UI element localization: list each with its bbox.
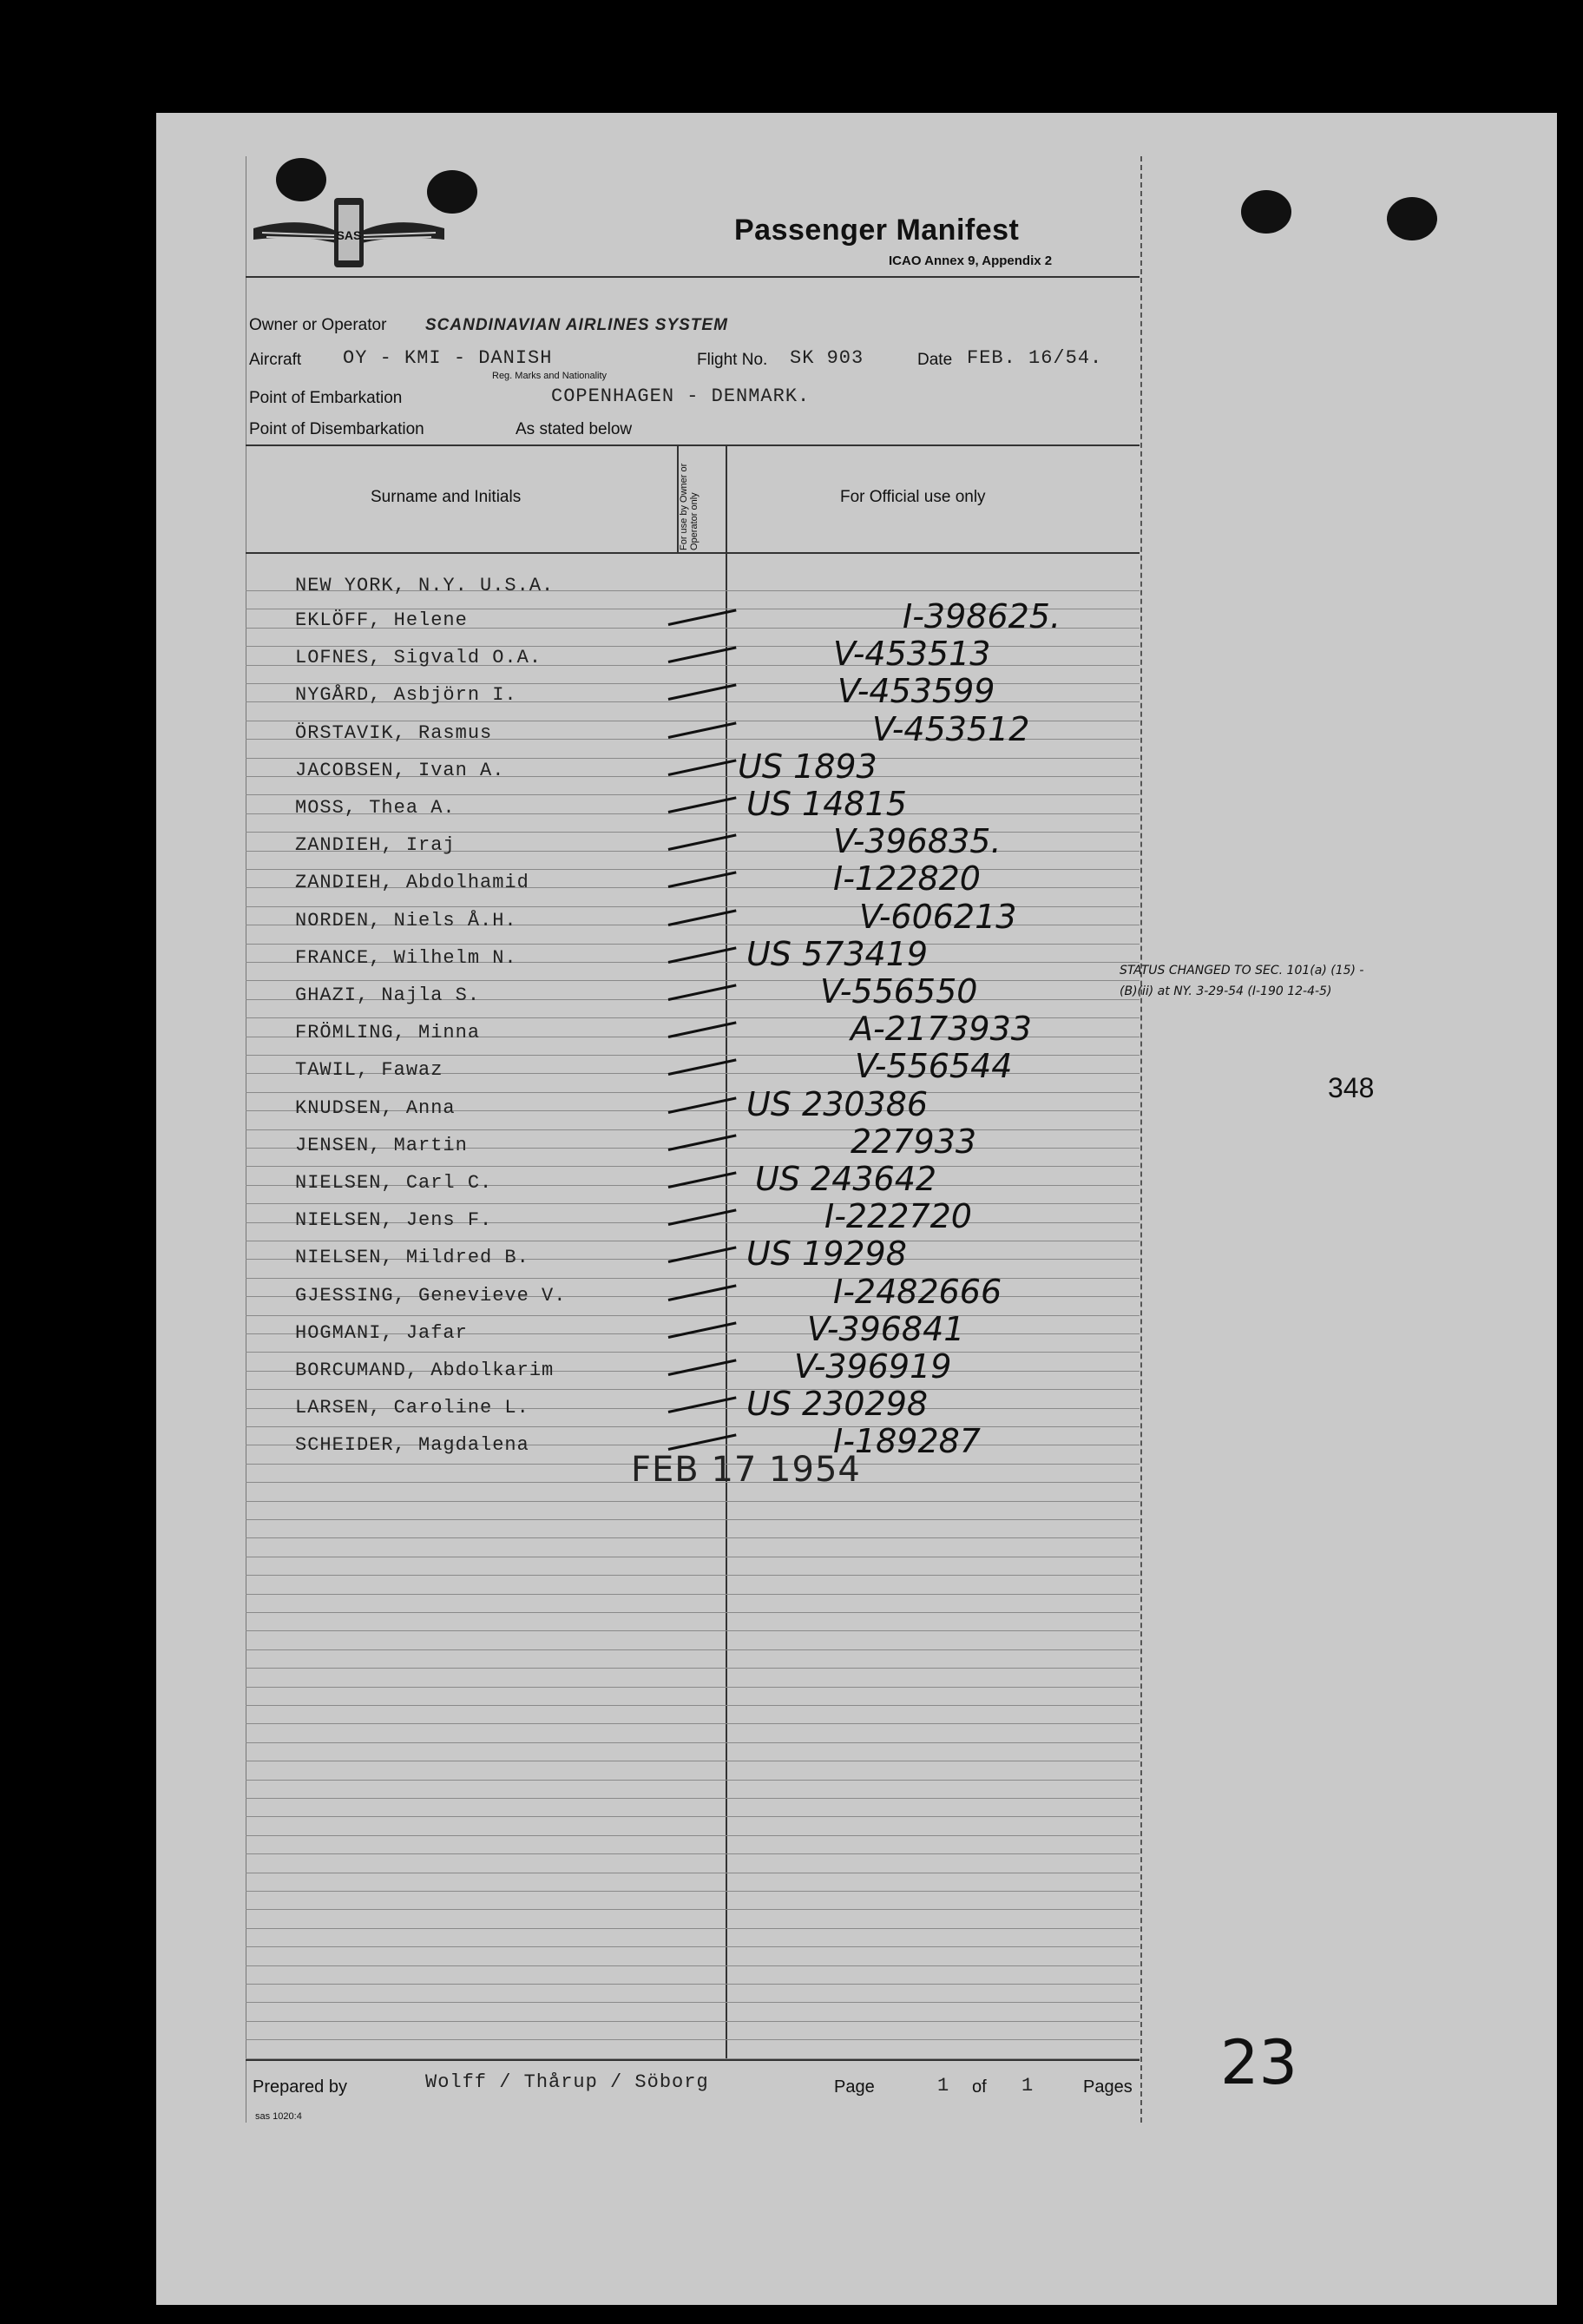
prepared-by-label: Prepared by	[253, 2077, 347, 2097]
ruled-line	[246, 2021, 1140, 2022]
official-entry: V-453513	[833, 635, 991, 673]
ruled-line	[246, 832, 1140, 833]
passenger-name: NIELSEN, Carl C.	[295, 1172, 493, 1194]
ruled-line	[246, 1965, 1140, 1966]
ruled-line	[246, 758, 1140, 759]
of-label: of	[972, 2077, 987, 2097]
flight-value: SK 903	[790, 347, 864, 369]
passenger-name: LARSEN, Caroline L.	[295, 1397, 529, 1419]
embarkation-label: Point of Embarkation	[249, 389, 403, 407]
ruled-line	[246, 1928, 1140, 1929]
official-entry: US 14815	[746, 785, 907, 823]
official-entry: V-396919	[794, 1347, 952, 1386]
surname-column-header: Surname and Initials	[371, 488, 522, 506]
official-entry: I-222720	[824, 1197, 972, 1235]
ruled-line	[246, 1946, 1140, 1947]
official-entry: V-453512	[872, 710, 1030, 748]
margin-number: 348	[1328, 1072, 1375, 1103]
official-entry: US 230298	[746, 1385, 929, 1423]
divider	[246, 552, 1140, 554]
official-entry: V-556550	[820, 972, 978, 1011]
ruled-line	[246, 1426, 1140, 1427]
ruled-line	[246, 1649, 1140, 1650]
page-title: Passenger Manifest	[734, 214, 1020, 247]
svg-text:SAS: SAS	[336, 228, 362, 242]
ruled-line	[246, 1891, 1140, 1892]
passenger-name: EKLÖFF, Helene	[295, 609, 468, 631]
passenger-name: NYGÅRD, Asbjörn I.	[295, 684, 517, 706]
official-entry: 227933	[851, 1122, 977, 1161]
official-entry: V-396835.	[833, 822, 1002, 860]
official-entry: I-122820	[833, 859, 981, 898]
passenger-name: ZANDIEH, Iraj	[295, 834, 456, 856]
date-value: FEB. 16/54.	[967, 347, 1103, 369]
ruled-line	[246, 1780, 1140, 1781]
official-entry: I-2482666	[833, 1273, 1002, 1311]
passenger-name: KNUDSEN, Anna	[295, 1097, 456, 1119]
ruled-line	[246, 1742, 1140, 1743]
column-divider	[677, 444, 679, 552]
reg-marks-note: Reg. Marks and Nationality	[492, 371, 608, 381]
disembarkation-value: As stated below	[516, 420, 633, 438]
official-entry: I-398625.	[903, 597, 1061, 635]
date-label: Date	[917, 351, 953, 369]
pages-label: Pages	[1083, 2077, 1133, 2097]
passenger-name: NIELSEN, Mildred B.	[295, 1247, 529, 1268]
official-entry: US 573419	[746, 935, 929, 973]
form-code: sas 1020:4	[255, 2111, 302, 2122]
disembarkation-label: Point of Disembarkation	[249, 420, 424, 438]
official-column-header: For Official use only	[840, 488, 986, 506]
passenger-name: NIELSEN, Jens F.	[295, 1209, 493, 1231]
ruled-line	[246, 2039, 1140, 2040]
ruled-line	[246, 1389, 1140, 1390]
official-entry: V-606213	[859, 898, 1017, 936]
owner-label: Owner or Operator	[249, 316, 387, 334]
ruled-line	[246, 1166, 1140, 1167]
destination-heading: NEW YORK, N.Y. U.S.A.	[295, 575, 555, 596]
ruled-line	[246, 1705, 1140, 1706]
passenger-name: ÖRSTAVIK, Rasmus	[295, 722, 493, 744]
of-value: 1	[1021, 2075, 1035, 2097]
official-entry: V-556544	[855, 1047, 1013, 1085]
aircraft-label: Aircraft	[249, 351, 302, 369]
passenger-name: SCHEIDER, Magdalena	[295, 1434, 529, 1456]
prepared-by-value: Wolff / Thårup / Söborg	[425, 2071, 709, 2093]
date-stamp: FEB 17 1954	[631, 1450, 861, 1490]
ruled-line	[246, 1687, 1140, 1688]
ruled-line	[246, 1798, 1140, 1799]
ruled-line	[246, 1352, 1140, 1353]
page-subtitle: ICAO Annex 9, Appendix 2	[889, 253, 1053, 268]
passenger-name: JACOBSEN, Ivan A.	[295, 760, 505, 781]
passenger-name: ZANDIEH, Abdolhamid	[295, 872, 529, 893]
official-entry: V-453599	[837, 672, 995, 710]
divider	[246, 444, 1140, 446]
official-entry: US 243642	[755, 1160, 937, 1198]
official-entry: US 19298	[746, 1234, 907, 1273]
ruled-line	[246, 1630, 1140, 1631]
ruled-line	[246, 1723, 1140, 1724]
ruled-line	[246, 794, 1140, 795]
status-note-line1: STATUS CHANGED TO SEC. 101(a) (15) -	[1120, 964, 1364, 978]
handwritten-number: 23	[1220, 2027, 1298, 2098]
passenger-name: BORCUMAND, Abdolkarim	[295, 1360, 555, 1381]
passenger-name: LOFNES, Sigvald O.A.	[295, 647, 542, 668]
divider	[246, 276, 1140, 278]
ruled-line	[246, 1835, 1140, 1836]
official-entry: US 1893	[738, 747, 877, 786]
ruled-line	[246, 2002, 1140, 2003]
ruled-line	[246, 1909, 1140, 1910]
ruled-line	[246, 1315, 1140, 1316]
embarkation-value: COPENHAGEN - DENMARK.	[551, 385, 811, 407]
passenger-name: TAWIL, Fawaz	[295, 1059, 443, 1081]
ruled-line	[246, 1537, 1140, 1538]
ruled-line	[246, 1575, 1140, 1576]
ruled-line	[246, 1816, 1140, 1817]
official-entry: V-396841	[807, 1310, 965, 1348]
page-label: Page	[834, 2077, 875, 2097]
ruled-line	[246, 944, 1140, 945]
official-entry: A-2173933	[851, 1010, 1032, 1048]
passenger-name: JENSEN, Martin	[295, 1135, 468, 1156]
passenger-name: MOSS, Thea A.	[295, 797, 456, 819]
ruled-line	[246, 869, 1140, 870]
punch-hole-4	[1387, 197, 1437, 240]
ruled-line	[246, 1668, 1140, 1669]
ruled-line	[246, 1984, 1140, 1985]
ruled-line	[246, 1594, 1140, 1595]
sas-winged-logo-icon	[249, 189, 449, 276]
owner-value: SCANDINAVIAN AIRLINES SYSTEM	[425, 316, 728, 334]
ruled-line	[246, 1203, 1140, 1204]
ruled-line	[246, 1853, 1140, 1854]
official-entry: I-189287	[833, 1422, 981, 1460]
passenger-name: HOGMANI, Jafar	[295, 1322, 468, 1344]
ruled-line	[246, 1129, 1140, 1130]
passenger-name: FRANCE, Wilhelm N.	[295, 947, 517, 969]
operator-column-header: For use by Owner or Operator only	[679, 463, 700, 550]
flight-label: Flight No.	[697, 351, 768, 369]
aircraft-value: OY - KMI - DANISH	[343, 347, 553, 369]
ruled-line	[246, 1278, 1140, 1279]
passenger-name: NORDEN, Niels Å.H.	[295, 910, 517, 932]
passenger-name: FRÖMLING, Minna	[295, 1022, 481, 1043]
ruled-line	[246, 1501, 1140, 1502]
punch-hole-3	[1241, 190, 1291, 234]
ruled-line	[246, 980, 1140, 981]
divider	[246, 2059, 1140, 2061]
ruled-line	[246, 1092, 1140, 1093]
passenger-name: GJESSING, Genevieve V.	[295, 1285, 567, 1307]
status-note-line2: (B)(ii) at NY. 3-29-54 (I-190 12-4-5)	[1120, 984, 1332, 998]
passenger-name: GHAZI, Najla S.	[295, 984, 481, 1006]
ruled-line	[246, 1612, 1140, 1613]
official-entry: US 230386	[746, 1085, 929, 1123]
ruled-line	[246, 1519, 1140, 1520]
page-value: 1	[937, 2075, 950, 2097]
